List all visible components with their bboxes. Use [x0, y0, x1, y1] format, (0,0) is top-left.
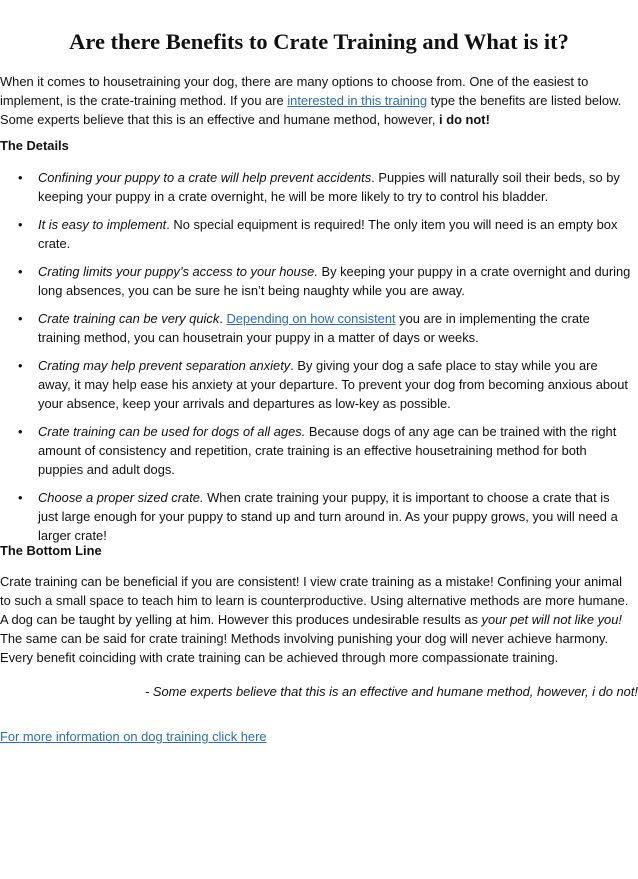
bullet-icon: • [18, 217, 23, 232]
bullet-icon: • [18, 170, 23, 185]
depending-on-consistency-link[interactable]: Depending on how consistent [226, 311, 396, 326]
benefit-separator: . [219, 311, 227, 326]
benefit-lead: Crating limits your puppy’s access to your house. [38, 264, 318, 279]
bottom-italic-text: your pet will not like you! [481, 612, 622, 627]
list-item [0, 168, 632, 206]
more-information-link[interactable]: For more information on dog training click here [0, 729, 267, 744]
list-item [0, 262, 632, 300]
bullet-icon: • [18, 358, 23, 373]
bottom-line-heading: The Bottom Line [0, 543, 102, 558]
list-item [0, 215, 632, 253]
benefit-text: By keeping your puppy in a crate overnight and during long absences, you can be sure he isn’t being naughty while you are away. [38, 264, 631, 298]
list-item [0, 422, 632, 479]
benefit-text: . No special equipment is required! The only item you will need is an empty box crate. [38, 217, 618, 251]
closing-quote: - Some experts believe that this is an effective and humane method, however, i do not! [145, 684, 638, 699]
benefit-lead: Confining your puppy to a crate will help prevent accidents [38, 170, 372, 185]
benefit-lead: Crate training can be used for dogs of all ages. [38, 424, 306, 439]
benefit-text: . Puppies will naturally soil their beds, so by keeping your puppy in a crate overnight, he will be more likely to try to control his bladder. [38, 170, 620, 204]
list-item [0, 488, 632, 545]
bullet-icon: • [18, 424, 23, 439]
benefit-text: When crate training your puppy, it is important to choose a crate that is just large enough for your puppy to stand up and turn around in. As your puppy grows, you will need a larger crate! [38, 490, 618, 543]
details-heading: The Details [0, 138, 69, 153]
benefit-text: you are in implementing the crate training method, you can housetrain your puppy in a matter of days or weeks. [38, 311, 590, 345]
intro-text-2: type the benefits are listed below. Some experts believe that this is an effective and humane method, however, [0, 93, 622, 127]
intro-bold-text: i do not! [439, 112, 490, 127]
benefit-lead: Crate training can be very quick [38, 311, 220, 326]
benefit-lead: Crating may help prevent separation anxiety [38, 358, 291, 373]
bullet-icon: • [18, 264, 23, 279]
benefit-text: Because dogs of any age can be trained with the right amount of consistency and repetition, crate training is an effective housetraining method for both puppies and adult dogs. [38, 424, 617, 477]
list-item [0, 309, 632, 347]
bottom-text-2: The same can be said for crate training! Methods involving punishing your dog will never achieve harmony. Every benefit coinciding with crate training can be achieved through more compassionate training. [0, 631, 609, 665]
page-title: Are there Benefits to Crate Training and What is it? [69, 29, 569, 54]
list-item [0, 356, 632, 413]
benefit-lead: Choose a proper sized crate. [38, 490, 204, 505]
bottom-text-1: Crate training can be beneficial if you are consistent! I view crate training as a mistake! Confining your animal to such a small space to teach him to learn is counterproductive. Using alternative methods are more humane. A dog can be taught by yelling at him. However this produces undesirable results as [0, 574, 629, 627]
more-info-paragraph [0, 727, 267, 746]
benefits-list [0, 168, 632, 554]
intro-text-1: When it comes to housetraining your dog, there are many options to choose from. One of the easiest to implement, is the crate-training method. If you are [0, 74, 589, 108]
intro-paragraph [0, 72, 632, 129]
bullet-icon: • [18, 490, 23, 505]
bullet-icon: • [18, 311, 23, 326]
interested-in-training-link[interactable]: interested in this training [287, 93, 428, 108]
benefit-text: . By giving your dog a safe place to stay while you are away, it may help ease his anxiety at your departure. To prevent your dog from becoming anxious about your absence, keep your arrivals and departures as low-key as possible. [38, 358, 628, 411]
bottom-line-paragraph [0, 572, 632, 667]
benefit-lead: It is easy to implement [38, 217, 167, 232]
